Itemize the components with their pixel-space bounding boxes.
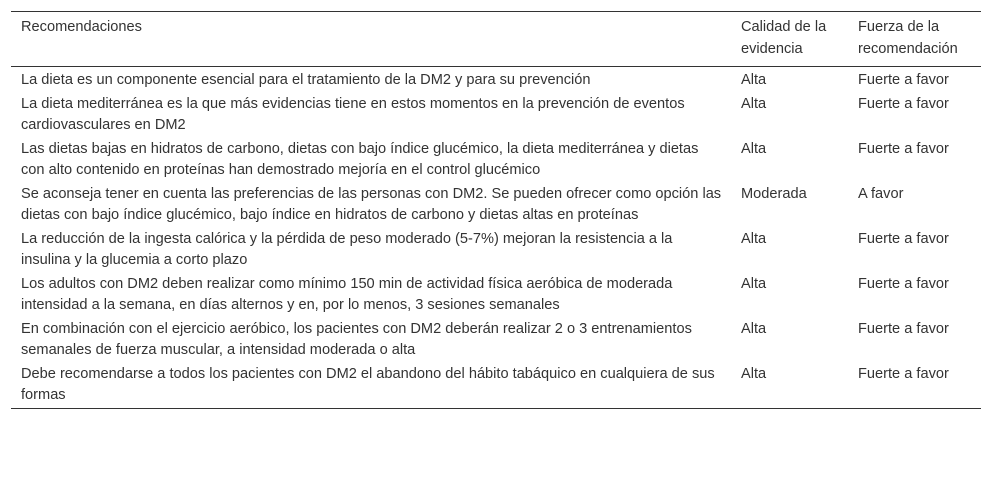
recommendation-strength: Fuerte a favor	[858, 140, 949, 157]
table-row	[11, 93, 981, 138]
recommendation-text: Los adultos con DM2 deben realizar como mínimo 150 min de actividad física aeróbica de moderada intensidad a la semana, en días alternos y en, por lo menos, 3 sesiones semanales	[21, 275, 673, 313]
recommendation-text: Las dietas bajas en hidratos de carbono, dietas con bajo índice glucémico, la dieta mediterránea y dietas con alto contenido en proteínas han demostrado mejoría en el control glucémico	[21, 140, 699, 178]
table-row	[11, 138, 981, 183]
table-row	[11, 363, 981, 409]
recommendation-strength: Fuerte a favor	[858, 95, 949, 112]
evidence-quality: Moderada	[741, 185, 807, 202]
recommendations-table-container	[11, 11, 981, 409]
recommendation-text: Debe recomendarse a todos los pacientes con DM2 el abandono del hábito tabáquico en cualquiera de sus formas	[21, 365, 715, 403]
table-row	[11, 273, 981, 318]
table-row	[11, 228, 981, 273]
evidence-quality: Alta	[741, 320, 767, 337]
recommendation-strength: Fuerte a favor	[858, 230, 949, 247]
header-recommendations: Recomendaciones	[21, 19, 142, 35]
recommendation-text: La reducción de la ingesta calórica y la pérdida de peso moderado (5-7%) mejoran la resistencia a la insulina y la glucemia a corto plazo	[21, 230, 673, 268]
recommendation-text: Se aconseja tener en cuenta las preferencias de las personas con DM2. Se pueden ofrecer como opción las dietas con bajo índice glucémico, bajo índice en hidratos de carbono y dietas altas en proteínas	[21, 185, 722, 223]
table-row	[11, 318, 981, 363]
evidence-quality: Alta	[741, 275, 767, 292]
evidence-quality: Alta	[741, 72, 767, 88]
evidence-quality: Alta	[741, 140, 767, 157]
recommendation-strength: A favor	[858, 185, 904, 202]
recommendation-strength: Fuerte a favor	[858, 365, 949, 382]
recommendation-strength: Fuerte a favor	[858, 72, 949, 88]
evidence-quality: Alta	[741, 365, 767, 382]
recommendation-strength: Fuerte a favor	[858, 320, 949, 337]
header-evidence-quality: Calidad de la evidencia	[741, 19, 827, 57]
table-row	[11, 183, 981, 228]
recommendation-text: La dieta mediterránea es la que más evidencias tiene en estos momentos en la prevención de eventos cardiovasculares en DM2	[21, 95, 685, 133]
recommendation-strength: Fuerte a favor	[858, 275, 949, 292]
recommendation-text: En combinación con el ejercicio aeróbico, los pacientes con DM2 deberán realizar 2 o 3 entrenamientos semanales de fuerza muscular, a intensidad moderada o alta	[21, 320, 692, 358]
evidence-quality: Alta	[741, 230, 767, 247]
evidence-quality: Alta	[741, 95, 767, 112]
recommendation-text: La dieta es un componente esencial para el tratamiento de la DM2 y para su prevención	[21, 72, 591, 88]
header-recommendation-strength: Fuerza de la recomendación	[858, 19, 958, 57]
recommendations-table	[11, 11, 981, 409]
table-row	[11, 67, 981, 93]
table-header-row	[11, 12, 981, 67]
